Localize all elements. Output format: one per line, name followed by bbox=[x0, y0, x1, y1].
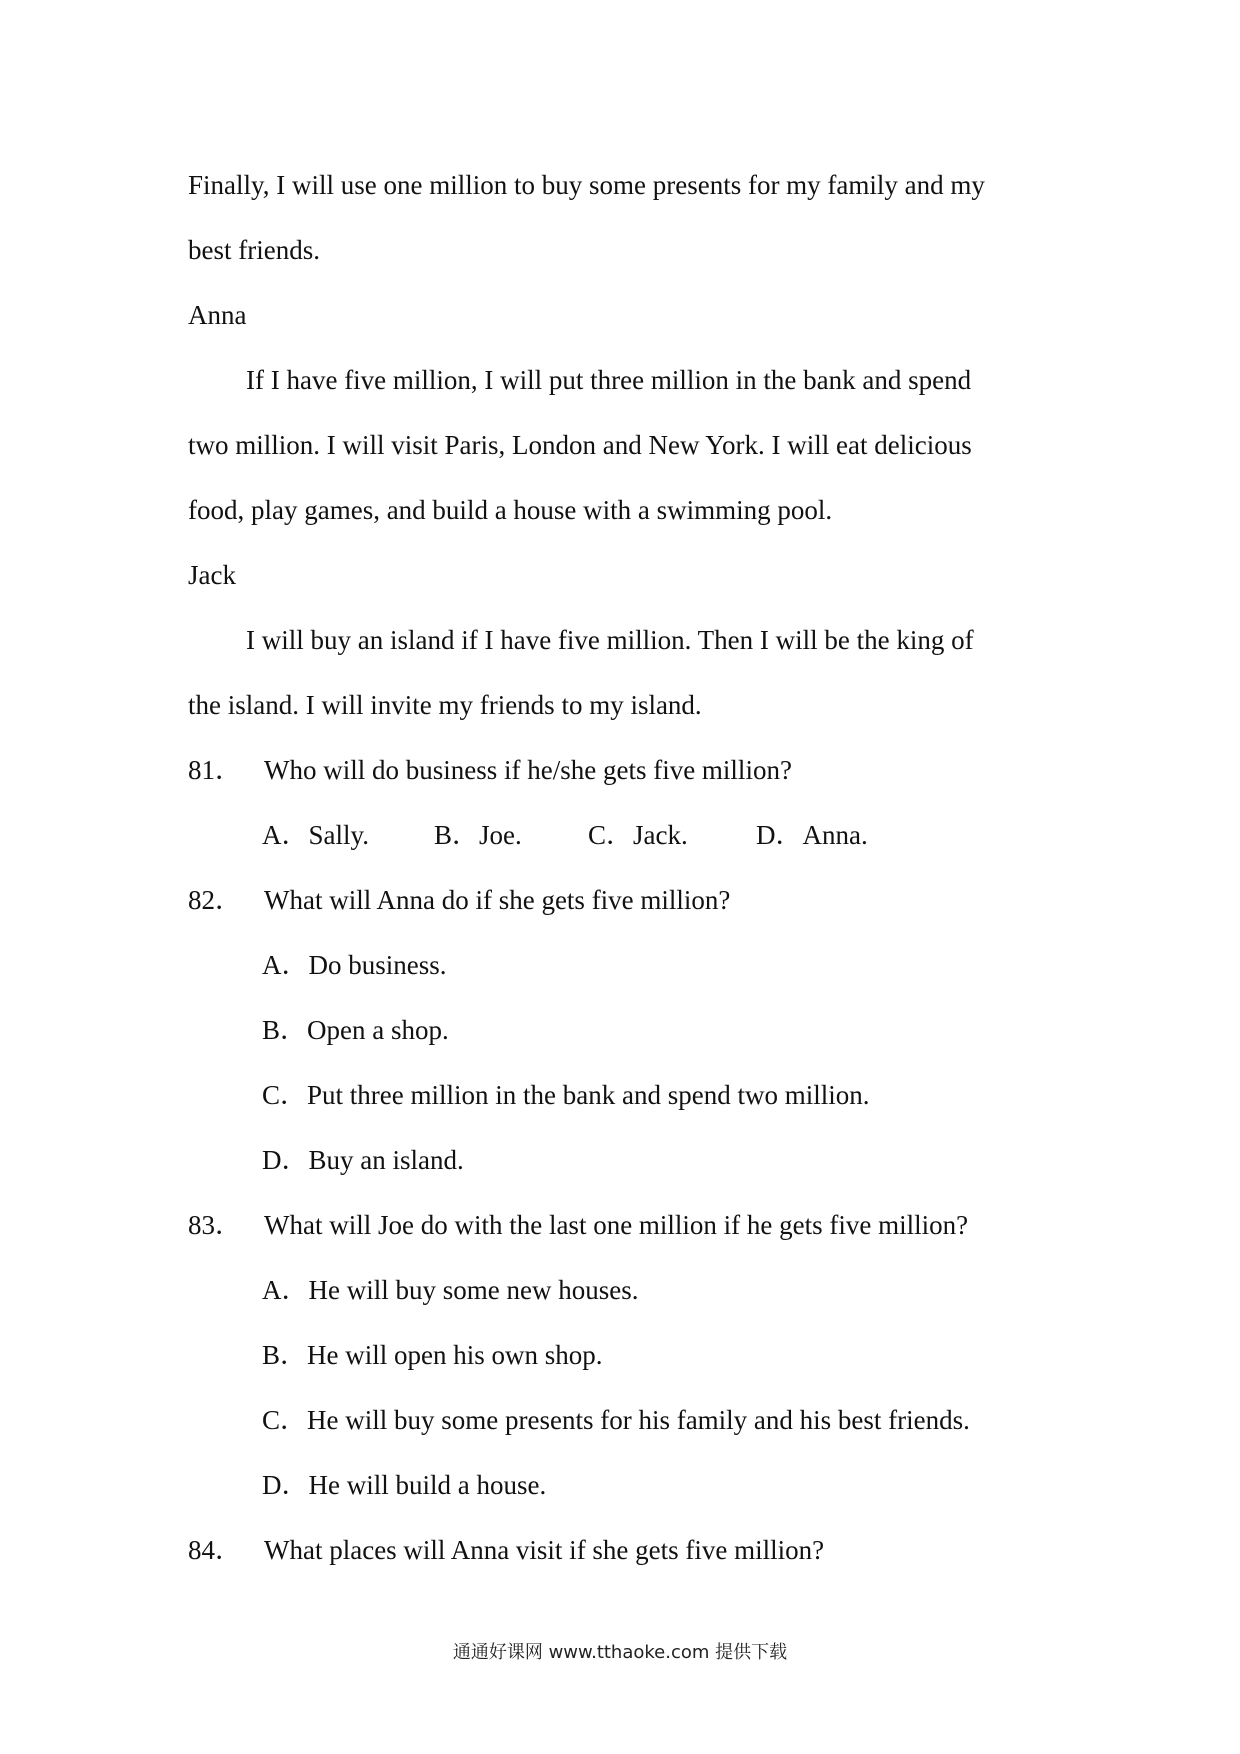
option-d: D．He will build a house. bbox=[262, 1470, 547, 1500]
option-c: C．Put three million in the bank and spend two million. bbox=[262, 1080, 870, 1110]
option-b: B．He will open his own shop. bbox=[262, 1340, 603, 1370]
question-number: 84． bbox=[188, 1535, 242, 1565]
option-c: C．Jack. bbox=[588, 820, 688, 850]
question-text: Who will do business if he/she gets five million? bbox=[264, 755, 792, 785]
speaker-name: Jack bbox=[188, 560, 236, 590]
question-number: 81． bbox=[188, 755, 242, 785]
question-number: 82． bbox=[188, 885, 242, 915]
passage-line: Finally, I will use one million to buy some presents for my family and my bbox=[188, 170, 985, 200]
question-number: 83． bbox=[188, 1210, 242, 1240]
passage-line: If I have five million, I will put three million in the bank and spend bbox=[246, 365, 972, 395]
page-footer: 通通好课网 www.tthaoke.com 提供下载 bbox=[452, 1642, 788, 1663]
passage-line: the island. I will invite my friends to my island. bbox=[188, 690, 702, 720]
option-b: B．Open a shop. bbox=[262, 1015, 449, 1045]
option-a: A．Do business. bbox=[262, 950, 447, 980]
speaker-name: Anna bbox=[188, 300, 247, 330]
passage-line: two million. I will visit Paris, London and New York. I will eat delicious bbox=[188, 430, 972, 460]
passage-line: food, play games, and build a house with a swimming pool. bbox=[188, 495, 833, 525]
option-a: A．He will buy some new houses. bbox=[262, 1275, 639, 1305]
option-b: B．Joe. bbox=[434, 820, 522, 850]
passage-line: best friends. bbox=[188, 235, 320, 265]
question-text: What will Joe do with the last one million if he gets five million? bbox=[264, 1210, 969, 1240]
question-text: What places will Anna visit if she gets five million? bbox=[264, 1535, 825, 1565]
option-d: D．Buy an island. bbox=[262, 1145, 464, 1175]
passage-line: I will buy an island if I have five million. Then I will be the king of bbox=[246, 625, 974, 655]
option-a: A．Sally. bbox=[262, 820, 369, 850]
question-text: What will Anna do if she gets five million? bbox=[264, 885, 731, 915]
option-d: D．Anna. bbox=[756, 820, 868, 850]
option-c: C．He will buy some presents for his family and his best friends. bbox=[262, 1405, 970, 1435]
